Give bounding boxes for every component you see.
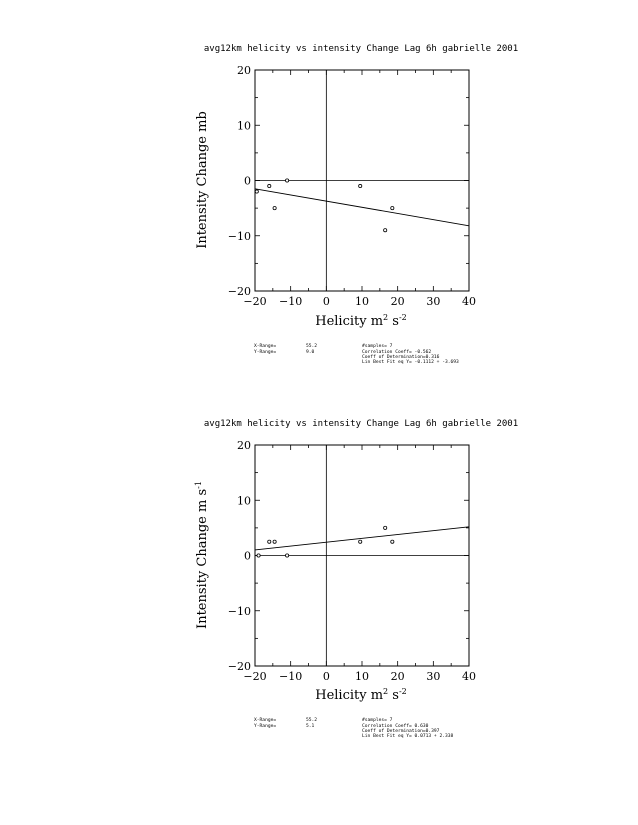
chart-1-correlation: Correlation Coeff= -0.562: [362, 350, 432, 355]
chart-2-data-point: [391, 540, 394, 543]
chart-2-x-tick-label: −10: [279, 670, 303, 683]
chart-2-xrange-value: 55.2: [306, 718, 318, 723]
chart-2-x-tick-label: −20: [243, 670, 267, 683]
chart-1-y-tick-label: −20: [227, 285, 251, 298]
chart-2-title: avg12km helicity vs intensity Change Lag 6h gabrielle 2001: [203, 419, 519, 429]
chart-1-yrange-value: 9.0: [306, 350, 315, 355]
chart-1-data-point: [359, 184, 362, 187]
chart-2-data-point: [273, 540, 276, 543]
chart-1-x-tick-label: 20: [390, 295, 405, 308]
chart-1-data-point: [286, 179, 289, 182]
chart-2-stats: [254, 717, 454, 739]
chart-2-correlation: Correlation Coeff= 0.630: [362, 724, 429, 729]
chart-2-xrange-label: X-Range=: [254, 718, 277, 723]
chart-2-data-point: [384, 526, 387, 529]
chart-2-x-tick-label: 40: [462, 670, 476, 683]
chart-2-samples: #samples= 7: [362, 718, 393, 723]
chart-1-plot: [228, 64, 476, 308]
chart-1-x-tick-label: 30: [426, 295, 441, 308]
chart-1-determination: Coeff of Determination=0.316: [362, 355, 440, 360]
chart-1-x-tick-label: 10: [355, 295, 369, 308]
chart-1-x-tick-label: −10: [279, 295, 303, 308]
chart-2-yrange-label: Y-Range=: [254, 724, 277, 729]
chart-2-y-tick-label: 10: [237, 494, 251, 508]
chart-1-data-point: [268, 184, 271, 187]
chart-2-x-tick-label: 20: [390, 670, 405, 683]
chart-2-yrange-value: 5.1: [306, 724, 315, 729]
chart-1-x-tick-label: 0: [322, 295, 330, 308]
chart-2-fit-eq: Lin Best Fit eq Y= 0.0713 + 2.338: [362, 734, 454, 739]
chart-1-x-tick-label: −20: [243, 295, 267, 308]
chart-1-y-tick-label: 20: [237, 64, 251, 77]
chart-2-y-tick-label: 0: [244, 549, 251, 563]
chart-2: [194, 419, 518, 739]
chart-2-data-point: [257, 554, 260, 557]
chart-1-y-tick-label: 10: [237, 119, 251, 133]
chart-2-y-tick-label: 20: [237, 439, 251, 452]
chart-2-y-tick-label: −20: [227, 660, 251, 673]
chart-2-data-point: [286, 554, 289, 557]
chart-1-samples: #samples= 7: [362, 344, 393, 349]
chart-2-data-point: [359, 540, 362, 543]
chart-1-data-point: [273, 207, 276, 210]
chart-2-y-tick-label: −10: [227, 604, 251, 618]
chart-2-x-tick-label: 0: [322, 670, 330, 683]
chart-1-stats: [254, 343, 459, 365]
chart-1-fit-eq: Lin Best Fit eq Y= -0.1112 + -3.693: [362, 360, 459, 365]
chart-1-yrange-label: Y-Range=: [254, 350, 277, 355]
chart-2-fit-line: [255, 527, 469, 550]
chart-2-determination: Coeff of Determination=0.397: [362, 729, 440, 734]
chart-1-xrange-value: 55.2: [306, 344, 318, 349]
chart-1-fit-line: [255, 189, 469, 226]
chart-1-data-point: [255, 190, 258, 193]
chart-1-x-tick-label: 40: [462, 295, 476, 308]
chart-1-ylabel: Intensity Change mb: [195, 111, 210, 249]
chart-1-data-point: [384, 229, 387, 232]
chart-1-y-tick-label: −10: [227, 229, 251, 243]
chart-1-title: avg12km helicity vs intensity Change Lag 6h gabrielle 2001: [203, 44, 519, 54]
chart-1: [195, 44, 518, 365]
chart-2-x-tick-label: 10: [355, 670, 369, 683]
chart-2-ylabel: Intensity Change m $s^{-1}$: [194, 481, 210, 629]
chart-1-data-point: [391, 207, 394, 210]
chart-1-xlabel: Helicity $m^2$ $s^{-2}$: [315, 313, 407, 329]
chart-1-xrange-label: X-Range=: [254, 344, 277, 349]
chart-2-data-point: [268, 540, 271, 543]
chart-2-plot: [228, 439, 476, 683]
chart-2-xlabel: Helicity $m^2$ $s^{-2}$: [315, 687, 407, 703]
chart-2-x-tick-label: 30: [426, 670, 441, 683]
chart-1-y-tick-label: 0: [244, 174, 251, 188]
